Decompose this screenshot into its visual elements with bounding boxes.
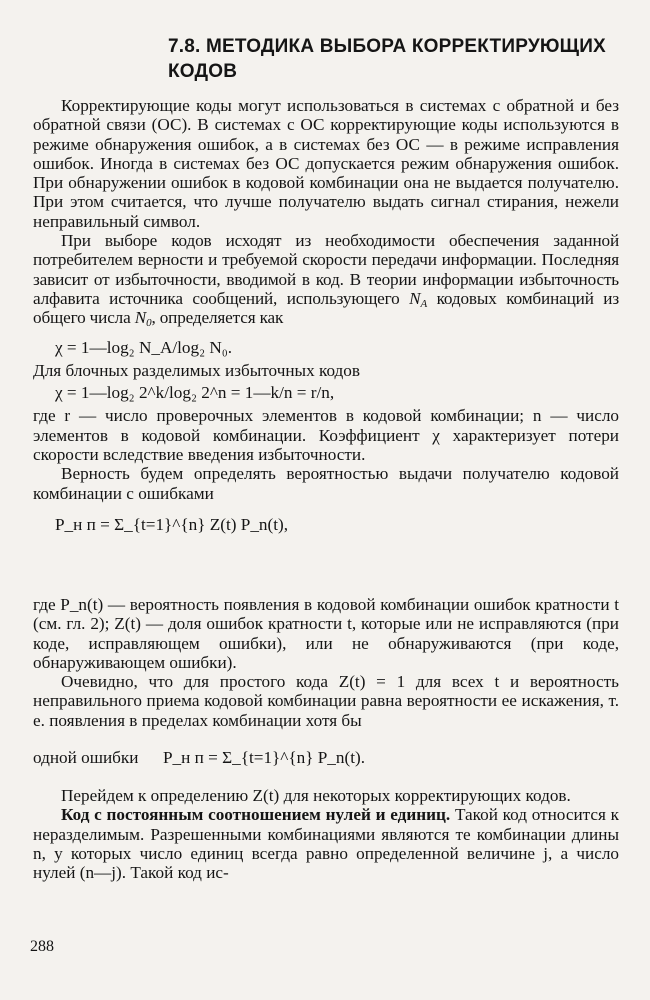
body-text [33, 96, 619, 883]
paragraph-7: Очевидно, что для простого кода Z(t) = 1 для всех t и вероятность неправильного приема кодовой комбинации равна вероятности ее искажения, т. е. появления в пределах комбинации хотя бы [33, 672, 619, 730]
paragraph-4: где r — число проверочных элементов в кодовой комбинации; n — число элементов в кодовой комбинации. Коэффициент χ характеризует потери скорости вследствие введения избыточности. [33, 406, 619, 465]
paragraph-2-end: , определяется как [151, 308, 284, 328]
paragraph-6: где P_n(t) — вероятность появления в кодовой комбинации ошибок кратности t (см. гл. 2); Z(t) — доля ошибок кратности t, которые или не исправляются (при коде, исправляющем ошибки), или не обнаруживаются (при коде, обнаруживающем ошибки). [33, 594, 619, 672]
page-number: 288 [30, 938, 54, 955]
section-heading-line2: КОДОВ [168, 61, 238, 82]
paragraph-1: Корректирующие коды могут использоваться в системах с обратной и без обратной связи (ОС). В системах с ОС корректирующие коды используются в режиме обнаружения ошибок, а в системах без ОС — в режиме исправления ошибок. Иногда в системах без ОС допускается режим обнаружения ошибок. При обнаружении ошибок в кодовой комбинации она не выдается получателю. При этом считается, что лучше получателю выдать сигнал стирания, нежели неправильный символ. [33, 96, 619, 231]
formula-redundancy: χ = 1—log₂ N_A/log₂ N₀. [55, 337, 233, 357]
paragraph-2-mid: кодовых комбинаций из общего числа [33, 288, 619, 328]
formula-block-redundancy: χ = 1—log₂ 2^k/log₂ 2^n = 1—k/n = r/n, [55, 383, 335, 403]
section-heading-line1: 7.8. МЕТОДИКА ВЫБОРА КОРРЕКТИРУЮЩИХ [168, 36, 606, 57]
inline-formula-line [33, 732, 619, 780]
paragraph-9 [33, 805, 619, 882]
paragraph-3: Для блочных разделимых избыточных кодов [33, 360, 361, 380]
paragraph-8: Перейдем к определению Z(t) для некоторых корректирующих кодов. [61, 786, 571, 806]
paragraph-9-lead: Код с постоянным соотношением нулей и единиц. [61, 805, 451, 825]
section-heading [168, 34, 628, 84]
paragraph-5: Верность будем определять вероятностью выдачи получателю кодовой комбинации с ошибками [33, 464, 619, 503]
paragraph-9-rest: Такой код относится к неразделимым. Разрешенными комбинациями являются те комбинации длины n, у которых число единиц всегда равно определенной величине j, а число нулей (n—j). Такой код ис- [33, 805, 619, 883]
paragraph-7-tail: одной ошибки [33, 748, 139, 768]
paragraph-2 [33, 231, 619, 330]
symbol-na: $N_A$ [409, 288, 428, 310]
paragraph-2-start: При выборе кодов исходят из необходимости обеспечения заданной потребителем верности и требуемой скорости передачи информации. Последняя зависит от избыточности, вводимой в код. В теории информации избыточность алфавита источника сообщений, использующего [33, 231, 619, 308]
formula-error-probability: P_н п = Σ_{t=1}^{n} Z(t) P_n(t), [55, 514, 289, 534]
symbol-n0: $N_0$ [134, 308, 152, 330]
formula-simple-code: P_н п = Σ_{t=1}^{n} P_n(t). [163, 748, 366, 768]
